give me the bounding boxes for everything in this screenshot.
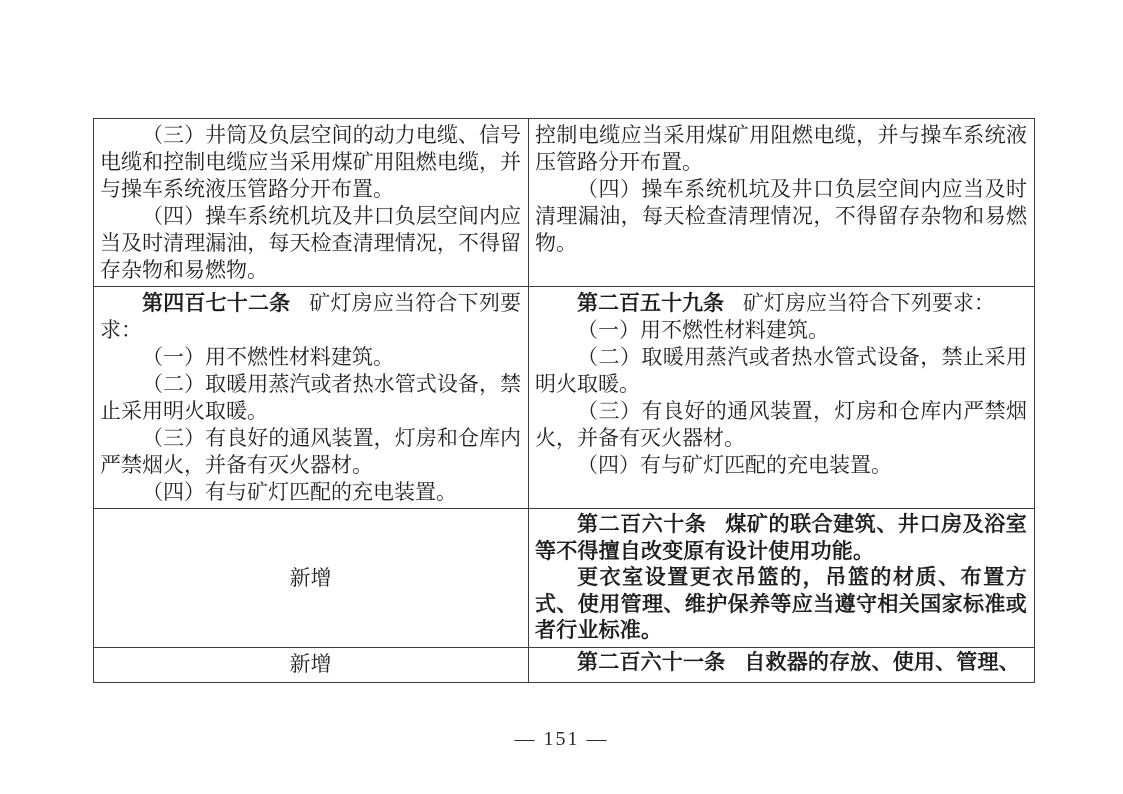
paragraph: （四）操车系统机坑及井口负层空间内应当及时清理漏油，每天检查清理情况，不得留存杂物和易燃物。 [100, 204, 521, 282]
article-paragraph [535, 290, 1027, 317]
list-item: （三）有良好的通风装置，灯房和仓库内严禁烟火，并备有灭火器材。 [535, 399, 1027, 450]
old-rule-cell [94, 119, 529, 287]
list-item: （二）取暖用蒸汽或者热水管式设备，禁止采用明火取暖。 [535, 345, 1027, 396]
newly-added-label-cell [94, 647, 529, 682]
paragraph: 控制电缆应当采用煤矿用阻燃电缆，并与操车系统液压管路分开布置。 [535, 123, 1027, 174]
new-rule-cell [529, 119, 1035, 287]
page-number: — 151 — [514, 728, 609, 750]
table-row [94, 509, 1035, 648]
newly-added-label-cell [94, 509, 529, 648]
new-rule-cell [529, 287, 1035, 509]
article-intro: 矿灯房应当符合下列要求： [100, 291, 522, 342]
list-item: （四）有与矿灯匹配的充电装置。 [577, 453, 892, 477]
article-intro: 矿灯房应当符合下列要求： [742, 291, 995, 315]
table-row [94, 119, 1035, 287]
list-item: （一）用不燃性材料建筑。 [142, 345, 394, 369]
newly-added-label: 新增 [289, 653, 332, 676]
paragraph: 更衣室设置更衣吊篮的，吊篮的材质、布置方式、使用管理、维护保养等应当遵守相关国家标准或者行业标准。 [535, 566, 1027, 642]
paragraph: （三）井筒及负层空间的动力电缆、信号电缆和控制电缆应当采用煤矿用阻燃电缆，并与操车系统液压管路分开布置。 [100, 123, 521, 201]
list-item: （三）有良好的通风装置，灯房和仓库内严禁烟火，并备有灭火器材。 [100, 426, 521, 477]
article-text: 自救器的存放、使用、管理、 [744, 650, 1020, 674]
article-number: 第二百五十九条 [577, 291, 724, 315]
list-item: （二）取暖用蒸汽或者热水管式设备，禁止采用明火取暖。 [100, 372, 521, 423]
article-text: 煤矿的联合建筑、井口房及浴室等不得擅自改变原有设计使用功能。 [535, 513, 1027, 563]
new-rule-cell [529, 647, 1035, 682]
article-paragraph [100, 290, 521, 344]
article-paragraph [535, 650, 1027, 677]
table-row [94, 647, 1035, 682]
list-item: （四）有与矿灯匹配的充电装置。 [142, 480, 457, 504]
article-number: 第四百七十二条 [142, 291, 291, 315]
article-paragraph [535, 512, 1027, 565]
comparison-table [93, 118, 1035, 683]
list-item: （一）用不燃性材料建筑。 [577, 318, 829, 342]
article-number: 第二百六十一条 [577, 650, 726, 674]
new-rule-cell [529, 509, 1035, 648]
article-number: 第二百六十条 [577, 513, 707, 536]
old-rule-cell [94, 287, 529, 509]
paragraph: （四）操车系统机坑及井口负层空间内应当及时清理漏油，每天检查清理情况，不得留存杂物和易燃物。 [535, 177, 1027, 255]
table-row [94, 287, 1035, 509]
newly-added-label: 新增 [289, 566, 332, 590]
